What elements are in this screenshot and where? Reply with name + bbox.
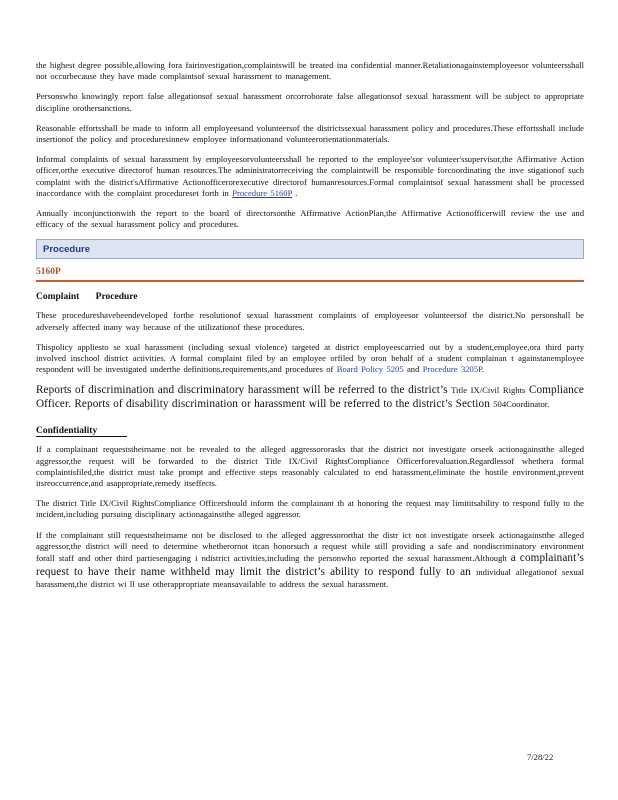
- paragraph-text: If a complainant requeststheirname not be revealed to the alleged aggressororasks that the district not investigate orseek actionagainstthe alleged aggressor,the request will be forwarded to the district Title IX/Civil RightsCompliance Officerforevaluation.Regardlessof whethera formal complaintisfiled,the district must take prompt and effective steps reasonably calculated to end harassment,eliminate the hostile environment,prevent itsreoccurrence,and asappropriate,remedy itseffects.: [36, 444, 584, 489]
- paragraph-referral: [36, 384, 584, 411]
- paragraph-large-text: a complainant’s request to have their name withheld may limit the district’s ability to respond fully to an: [36, 552, 584, 578]
- paragraph-policy-applies: [36, 342, 584, 376]
- paragraph-officer-inform: [36, 498, 584, 520]
- paragraph-reasonable-efforts: [36, 123, 584, 145]
- referral-text-4: 504Coordinator.: [493, 398, 550, 409]
- paragraph-text: Reasonable effortsshall be made to inform all employeesand volunteersof the districtssexual harassment policy and procedures.These effortsshall include insertionof the policy and proceduresinnew employee informationand volunteerorientationmaterials.: [36, 122, 584, 145]
- procedure-5160p-link[interactable]: Procedure 5160P: [232, 187, 293, 198]
- procedure-banner: [36, 239, 584, 259]
- paragraph-false-allegations: [36, 91, 584, 113]
- board-policy-5205-link[interactable]: Board Policy 5205: [336, 364, 404, 375]
- section-divider: [36, 280, 584, 282]
- paragraph-text: The district Title IX/Civil RightsCompliance Officershould inform the complainant th at honoring the request may limititsability to respond fully to the incident,including pursuing disciplinary actionagainstthe alleged aggressor.: [36, 498, 584, 520]
- procedure-banner-label: Procedure: [43, 243, 90, 255]
- procedure-3205p-link[interactable]: Procedure 3205P: [422, 364, 482, 375]
- referral-text-2: Title IX/Civil Rights: [451, 385, 526, 396]
- confidentiality-heading: Confidentiality: [36, 426, 127, 437]
- paragraph-tail: .: [295, 187, 298, 198]
- paragraph-procedures-developed: [36, 310, 584, 332]
- paragraph-tail: .: [481, 364, 485, 375]
- referral-text-3: Compliance Officer. Reports of disability discrimination or harassment will be referred to the district’s Section: [36, 384, 584, 410]
- paragraph-name-withheld-request: [36, 444, 584, 489]
- referral-text-1: Reports of discrimination and discriminatory harassment will be referred to the district’s: [36, 384, 448, 397]
- paragraph-informal-complaints: [36, 154, 584, 199]
- footer-date: 7/28/22: [527, 752, 554, 762]
- paragraph-tail: individual allegationof sexual harassment,the district wi ll use otherappropriate meansavailable to address the sexual harassment.: [36, 566, 584, 590]
- paragraph-text: Personswho knowingly report false allegationsof sexual harassment orcorroborate false allegationsof sexual harassment will be subject to appropriate discipline orothersanctions.: [36, 91, 584, 113]
- paragraph-connector: and: [406, 364, 420, 375]
- procedure-number: 5160P: [36, 267, 61, 278]
- paragraph-annual-review: [36, 208, 584, 230]
- paragraph-text: Thispolicy appliesto se xual harassment (including sexual violence) targeted at district employeescarried out by a student,employee,ora third party involved inschool district activities. A formal complaint filed by an employee orfiled by oron behalf of a student complainan t againstanemployee respondent will be investigated underthe definitions,requirements,and procedures of: [36, 341, 584, 375]
- complaint-procedure-heading: Complaint Procedure: [36, 292, 138, 303]
- paragraph-confidentiality-retaliation: [36, 60, 584, 82]
- paragraph-text: the highest degree possible,allowing fora fairinvestigation,complaintswill be treated ina confidential manner.Retaliationagainstemployeesor volunteersshall not occurbecause they have made complaintsof sexual harassment to management.: [36, 60, 584, 82]
- paragraph-text: Annually inconjunctionwith the report to the board of directorsonthe Affirmative ActionPlan,the Affirmative Actionofficerwill review the use and efficacy of the sexual harassment policy and procedures.: [36, 208, 584, 230]
- paragraph-still-requests: [36, 530, 584, 591]
- paragraph-text: Informal complaints of sexual harassment by employeesorvolunteersshall be reported to the employee'sor volunteer'ssupervisor,the Affirmative Action officer,orthe executive directorof human resources.The administratorreceiving the complaintwill be responsible forcoordinating the inve stigationof such complaint with the district'sAffirmative Actionofficerorexecutive directorof humanresources.Formal complaintsof sexual harassment shall be processed inaccordance with the complaint procedureset forth in: [36, 154, 584, 198]
- paragraph-text: If the complainant still requeststheirname not be disclosed to the alleged aggressororthat the distr ict not investigate orseek actionagainstthe alleged aggressor,the district will need to determine whetherornot itcan honorsuch a request while still providing a safe and nondiscriminatory environment forall staff and other third partiesengaging i ndistrict activities,including the personwho reported the sexual harassment.Although: [36, 529, 584, 564]
- paragraph-text: These procedureshavebeendeveloped forthe resolutionof sexual harassment complaints of employeesor volunteersof the district.No personshall be adversely affected inany way because of the utilizationof these procedures.: [36, 310, 584, 332]
- document-page: [36, 60, 584, 599]
